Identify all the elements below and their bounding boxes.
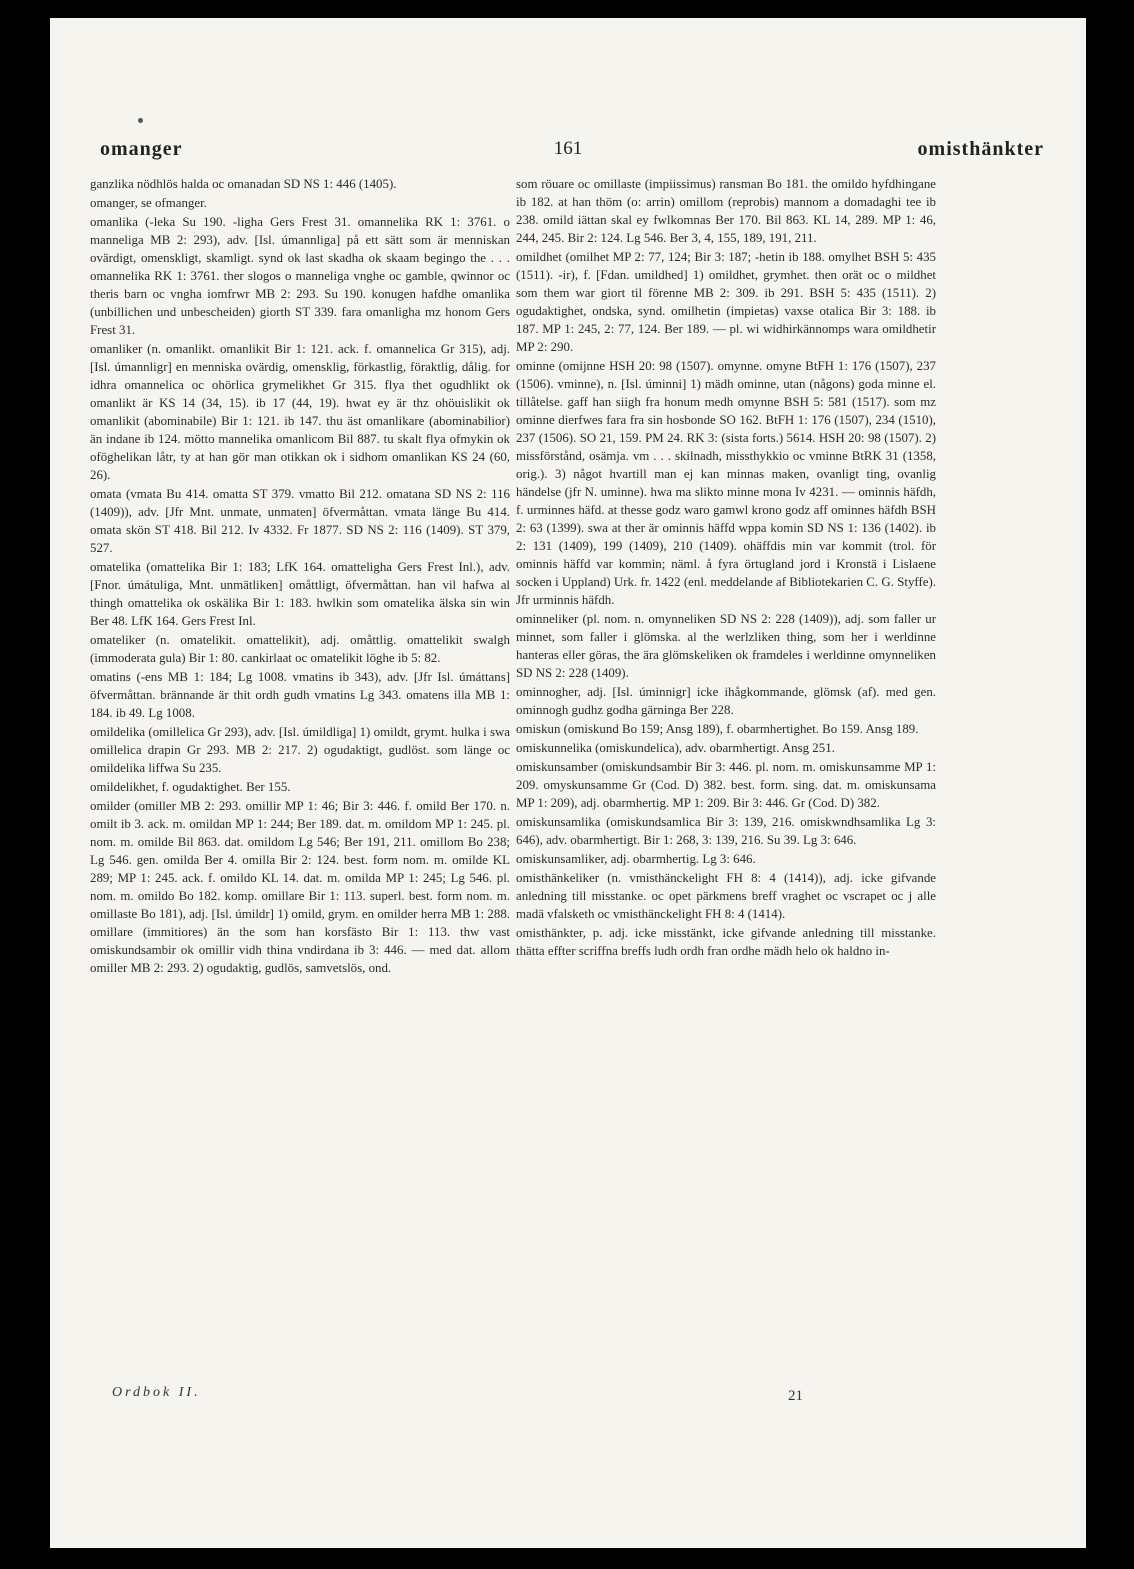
- entry-text: omanliker (n. omanlikt. omanlikit Bir 1: 121. ack. f. omannelica Gr 315), adj. [Isl. úmannligr] en menniska ovärdig, omensklig, förkastlig, föraktlig, dålig. for idhra omannelica oc ohörlica grymelikhet Gr 315. flya thet ogudhlikt ok omanlikt är KS 14 (34, 15). ib 17 (44, 19). hwat ey är thz ohöuislikit ok omanlikit (abominabile) Bir 1: 121. ib 147. thu äst omanlikare (abominabilior) än indane ib 124. mötto mannelika omanlicom Bil 887. tu skalt flya ofmykin ok oföghelikan låtr, ty at han gör man otikkan ok i sidhom omanlikan KS 24 (60, 26).: [90, 342, 510, 482]
- entry-text: omilder (omiller MB 2: 293. omillir MP 1: 46; Bir 3: 446. f. omild Ber 170. n. omilt ib 3. ack. m. omildan MP 1: 244; Ber 189. dat. m. omildom MP 1: 245. pl. nom. m. omilde Bil 863. dat. omildom Lg 546; Ber 191, 211. omillom Bo 238; Lg 546. gen. omilda Ber 4. omilla Bir 2: 124. best. form nom. m. omilde KL 289; MP 1: 245. ack. f. omildo KL 14. dat. m. omilda MP 1: 245; Lg 546. pl. nom. m. omildo Bo 182. komp. omillare Bir 1: 113. superl. best. form nom. m. omillaste Bo 181), adj. [Isl. úmildr] 1) omild, grym. en omilder herra MB 1: 288. omillare (immitiores) än the som han korsfästo Bir 1: 113. thw vast omiskundsambir ok omillir vidh thina vndirdana ib 3: 446. — med dat. allom omiller MB 2: 293. 2) ogudaktig, gudlös, samvetslös, ond.: [90, 799, 510, 975]
- entry-text: omateliker (n. omatelikit. omattelikit), adj. omåttlig. omattelikit swalgh (immoderata gula) Bir 1: 80. cankirlaat oc omatelikit löghe ib 5: 82.: [90, 633, 510, 665]
- sheet-number: 21: [788, 1388, 803, 1404]
- left-running-headword: omanger: [100, 138, 183, 160]
- entry-text: omiskunsamliker, adj. obarmhertig. Lg 3: 646.: [516, 852, 756, 866]
- dictionary-page: [50, 18, 1086, 1548]
- entry-text: omisthänkeliker (n. vmisthänckelight FH 8: 4 (1414)), adj. icke gifvande anledning till misstanke. oc opet pärkmens breff vraghet oc vscrapet oc j alle madä vfalsketh oc vmisthänckelight FH 8: 4 (1414).: [516, 871, 936, 921]
- entry-text: ominneliker (pl. nom. n. omynneliken SD NS 2: 228 (1409)), adj. som faller ur minnet, som faller i glömska. al the werlzliken thing, som her i werldinne hanteras eller göras, the ära glömskeliken ok framdeles i werldinne omynneliken SD NS 2: 228 (1409).: [516, 612, 936, 680]
- entry-text: omildelika (omillelica Gr 293), adv. [Isl. úmildliga] 1) omildt, grymt. hulka i swa omillelica drapin Gr 293. MB 2: 217. 2) ogudaktigt, gudlöst. som länge oc omildelika liffwa Su 235.: [90, 725, 510, 775]
- entry-text: ganzlika nödhlös halda oc omanadan SD NS 1: 446 (1405).: [90, 177, 397, 191]
- page-number: 161: [553, 138, 583, 159]
- page-header: [50, 138, 1086, 168]
- entry-text: omiskunsamlika (omiskundsamlica Bir 3: 139, 216. omiskwndhsamlika Lg 3: 646), adv. obarmhertigt. Bir 1: 268, 3: 139, 216. Su 39. Lg 3: 646.: [516, 815, 936, 847]
- entry-text: omisthänkter, p. adj. icke misstänkt, icke gifvande anledning till misstanke. thätta effter scriffna breffs ludh ordh fran ordhe mädh helo ok haldno in-: [516, 926, 936, 958]
- right-running-headword: omisthänkter: [917, 138, 1044, 160]
- signature-mark: Ordbok II.: [112, 1385, 201, 1400]
- entry-text: ominne (omijnne HSH 20: 98 (1507). omynne. omyne BtFH 1: 176 (1507), 237 (1506). vminne), n. [Isl. úminni] 1) mädh ominne, utan (någons) goda minne el. tillåtelse. gaff han siigh fra honum medh omynne BSH 5: 581 (1517). som mz ominne dierfwes fara fra sin hosbonde SO 162. BtFH 1: 176 (1507), 234 (1510), 237 (1506). SO 21, 159. PM 24. RK 3: (sista forts.) 5614. HSH 20: 98 (1507). 2) missförstånd, osämja. vm . . . skilnadh, missthykkio oc vminne BtRK 31 (1358, orig.). 3) något hvartill man ej kan minnas maken, ovanligt ting, ovanlig händelse (jfr N. uminne). hwa ma slikto minne mona Iv 4231. — ominnis häfdh, f. urminnes häfd. at thesse godz waro gamwl krono godz aff ominnes häfdh BSH 2: 63 (1399). swa at ther är ominnis häffd wppa komin SD NS 1: 136 (1402). ib 2: 131 (1409), 199 (1409), 210 (1409). ohäffdis min var kommit (trol. för ominnis häffd var kommin; näml. å fyra örtugland jord i Kronstä i Lislaene socken i Uppland) Urk. fr. 1422 (enl. meddelande af Bibliotekarien C. G. Styffe). Jfr urminnis häfdh.: [516, 359, 936, 607]
- entry-text: omildhet (omilhet MP 2: 77, 124; Bir 3: 187; -hetin ib 188. omylhet BSH 5: 435 (1511). -ir), f. [Fdan. umildhed] 1) omildhet, grymhet. then orät oc o mildhet som them war giort til förenne MB 2: 309. ib 291. BSH 5: 435 (1511). 2) ogudaktighet, ondska, synd. omilhetin (impietas) vaxse otalica Bir 3: 188. ib 187. MP 1: 245, 2: 77, 124. Ber 189. — pl. wi widhirkännomps wara omildhetir MP 2: 290.: [516, 250, 936, 354]
- entry-text: omanlika (-leka Su 190. -ligha Gers Frest 31. omannelika RK 1: 3761. o manneliga MB 2: 293), adv. [Isl. úmannliga] på ett sätt som är menniskan ovärdigt, omenskligt, skamligt. synd ok last skadha ok skaam begingo the . . . omannelika RK 1: 3761. ther slogos o manneliga vnghe oc gamble, qwinnor oc theris barn oc vngha iomfrwr MB 2: 293. Su 190. konugen hafdhe omanlika (unbillichen und unbescheiden) giorth ST 339. fara omanligha mz honom Gers Frest 31.: [90, 215, 510, 337]
- left-column: [90, 175, 510, 978]
- entry-text: omiskunsamber (omiskundsambir Bir 3: 446. pl. nom. m. omiskunsamme MP 1: 209. omyskunsamme Gr (Cod. D) 382. best. form. sing. dat. m. omiskunsama MP 1: 209), adj. obarmhertig. MP 1: 209. Bir 3: 446. Gr (Cod. D) 382.: [516, 760, 936, 810]
- entry-text: omata (vmata Bu 414. omatta ST 379. vmatto Bil 212. omatana SD NS 2: 116 (1409)), adv. [Jfr Mnt. unmate, unmaten] öfvermåttan. vmata länge Bu 414. omata skön ST 418. Bil 212. Iv 4332. Fr 1877. SD NS 2: 116 (1409). ST 379, 527.: [90, 487, 510, 555]
- entry-text: som röuare oc omillaste (impiissimus) ransman Bo 181. the omildo hyfdhingane ib 182. at han thöm (o: arrin) omillom (reprobis) mannom a domadaghi tee ib 238. omild iättan skal ey fwlkomnas Ber 170. Bil 863. KL 14, 289. MP 1: 46, 244, 245. Bir 2: 124. Lg 546. Ber 3, 4, 155, 189, 191, 211.: [516, 177, 936, 245]
- page-mark: [138, 118, 143, 123]
- entry-text: omiskun (omiskund Bo 159; Ansg 189), f. obarmhertighet. Bo 159. Ansg 189.: [516, 722, 919, 736]
- entry-text: omatins (-ens MB 1: 184; Lg 1008. vmatins ib 343), adv. [Jfr Isl. úmáttans] öfvermåttan. brännande är thit ordh gudh vmatins Lg 343. omatens illa MB 1: 184. ib 49. Lg 1008.: [90, 670, 510, 720]
- entry-text: omanger, se ofmanger.: [90, 196, 207, 210]
- right-column: [516, 175, 936, 961]
- entry-text: omiskunnelika (omiskundelica), adv. obarmhertigt. Ansg 251.: [516, 741, 835, 755]
- entry-text: omildelikhet, f. ogudaktighet. Ber 155.: [90, 780, 291, 794]
- entry-text: omatelika (omattelika Bir 1: 183; LfK 164. omatteligha Gers Frest Inl.), adv. [Fnor. úmátuliga, Mnt. unmätliken] omåttligt, öfvermåttan. han vil hafwa al thingh omattelika ok oskälika Bir 1: 183. hwlkin som omatelika älska sin win Ber 48. LfK 164. Gers Frest Inl.: [90, 560, 510, 628]
- entry-text: ominnogher, adj. [Isl. úminnigr] icke ihågkommande, glömsk (af). med gen. ominnogh gudhz godha gärninga Ber 228.: [516, 685, 936, 717]
